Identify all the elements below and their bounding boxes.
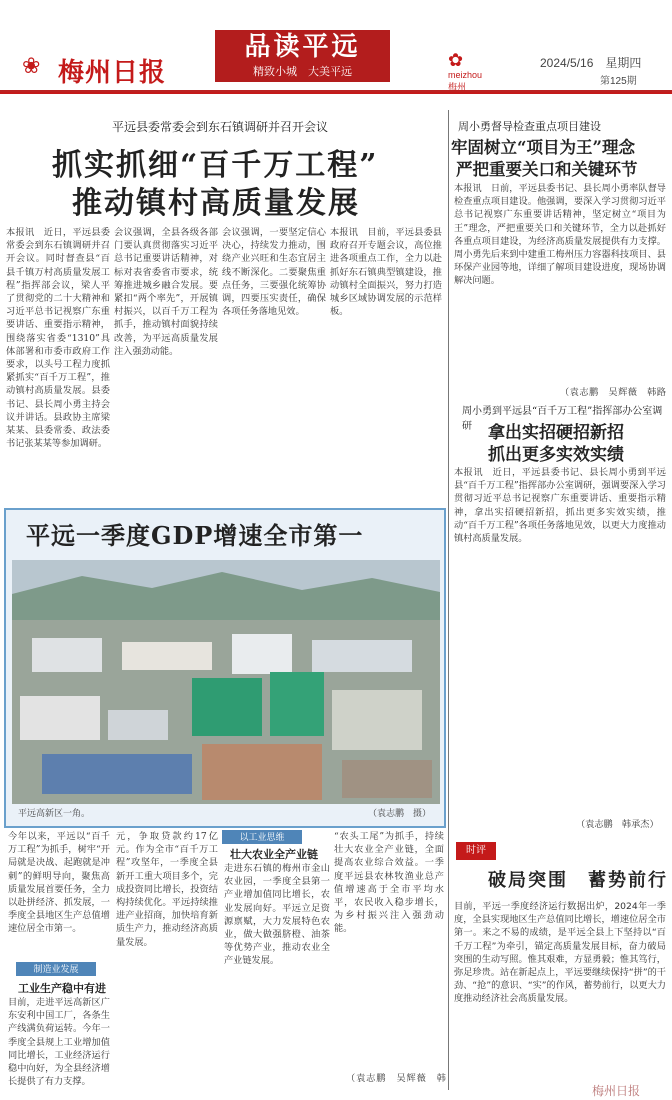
issue-date: 2024/5/16 星期四 — [540, 56, 642, 70]
subsection-bar-1: 制造业发展 — [16, 962, 96, 976]
right-article2-headline-line2: 抓出更多实效实绩 — [488, 445, 624, 465]
lead-column-3: 会议强调，一要坚定信心决心，持续发力推动，围绕产业兴旺和生态宜居主线不断深化。二要聚焦重点任务，三要强化统筹协调，四要压实责任，确保各项任务落地见效。 — [222, 227, 326, 318]
right-article2-body: 本报讯 近日，平远县委书记、县长周小勇到平远县“百千万工程”指挥部办公室调研，强调要深入学习贯彻习近平总书记视察广东重要讲话、重要指示精神，拿出实招硬招新招，抓出更多实效实绩，推动“百千万工程”各项任务落地见效，以更大力度推动镇村高质量发展。 — [454, 467, 666, 545]
photo-credit: （袁志鹏 摄） — [368, 809, 432, 819]
right-article1-kicker: 周小勇督导检查重点项目建设 — [458, 120, 601, 133]
watermark: 梅州日报 — [592, 1084, 641, 1098]
right-article1-credit: （袁志鹏 吴辉薇 韩路 — [560, 387, 666, 398]
right-article1-headline-line2: 严把重要关口和关键环节 — [456, 160, 638, 179]
badge-line-en: meizhou — [448, 70, 483, 80]
lead-column-4: 本报讯 目前，平远县委县政府召开专题会议，高位推进各项重点工作，全力以赴抓好东石镇典型镇建设，推动镇村全面振兴，努力打造城乡区域协调发展的示范样板。 — [330, 227, 442, 318]
lead-headline-line2: 推动镇村高质量发展 — [72, 186, 360, 221]
gdp-column-3: 走进东石镇的梅州市金山农业园，一季度全县第一产业增加值同比增长，农业发展向好。平远立足资源禀赋，大力发展特色农业，做大做强脐橙、油茶等优势产业，推动农业全产业链发展。 — [224, 863, 330, 967]
newspaper-name: 梅州日报 — [58, 58, 167, 88]
section-banner — [215, 30, 390, 82]
gdp-column-4: “农头工尾”为抓手，持续壮大农业全产业链，全面提高农业综合效益。一季度平远县农林牧渔业总产值增速高于全市平均水平，农民收入稳步增长，为乡村振兴注入强劲动能。 — [334, 831, 444, 935]
lead-kicker: 平远县委常委会到东石镇调研并召开会议 — [112, 120, 329, 134]
header-divider — [0, 92, 672, 94]
subsection-heading-1: 工业生产稳中有进 — [18, 982, 106, 995]
industrial-park-photo — [12, 560, 440, 804]
right-article2-headline-line1: 拿出实招硬招新招 — [488, 423, 624, 443]
column-divider — [448, 110, 449, 1090]
meizhou-badge — [448, 52, 498, 92]
badge-line-cn: 梅州 — [448, 82, 467, 92]
banner-subtitle: 精致小城 大美平远 — [253, 66, 352, 78]
gdp-column-1b: 目前，走进平远高新区广东安利中国工厂，各条生产线满负荷运转。今年一季度全县规上工业增加值同比增长，工业经济运行稳中向好，为全县经济增长提供了有力支撑。 — [8, 997, 110, 1088]
right-article2-credit: （袁志鹏 韩承杰） — [576, 819, 659, 830]
gdp-column-2: 元，争取贷款约17亿元。作为全市“百千万工程”攻坚年，一季度全县新开工重大项目多个，完成投资同比增长，投资结构持续优化。平远持续推进产业招商，加快培育新质生产力，推动经济高质量发展。 — [116, 831, 218, 948]
right-article1-body: 本报讯 日前，平远县委书记、县长周小勇率队督导检查重点项目建设。他强调，要深入学习贯彻习近平总书记视察广东重要讲话精神，坚定树立“项目为王”理念，严把重要关口和关键环节，全力以赴抓好各重点项目建设，为经济高质量发展提供有力支撑。周小勇先后来到中建重工梅州压力容器科技项目、县环保产业园等地，详细了解项目建设进度，现场协调解决问题。 — [454, 183, 666, 287]
gdp-headline: 平远一季度GDP增速全市第一 — [26, 521, 364, 550]
gdp-column-1: 今年以来，平远以“百千万工程”为抓手，树牢“开局就是决战、起跑就是冲刺”的鲜明导向，聚焦高质量发展首要任务，全力以赴拼经济、抓发展，一季度全县地区生产总值增速位居全市第一。 — [8, 831, 110, 935]
commentary-headline: 破局突围 蓄势前行 — [488, 870, 668, 891]
banner-title: 品读平远 — [244, 32, 361, 62]
subsection-heading-2: 壮大农业全产业链 — [230, 848, 318, 861]
commentary-tag: 时评 — [456, 842, 496, 860]
lead-headline-line1: 抓实抓细“百千万工程” — [52, 148, 379, 183]
right-article1-headline-line1: 牢固树立“项目为王”理念 — [451, 138, 635, 157]
newspaper-logo-icon: ❀ — [22, 54, 41, 79]
lead-column-2: 会议强调，全县各级各部门要认真贯彻落实习近平总书记重要讲话精神，对标对表省委省市要求，统筹推进城乡融合发展。要紧扣“两个率先”，开展镇村振兴，以百千万工程为抓手，推动镇村面貌持续改善，为平远高质量发展注入强劲动能。 — [114, 227, 218, 357]
commentary-body: 目前，平远一季度经济运行数据出炉，2024年一季度，全县实现地区生产总值同比增长，增速位居全市第一。来之不易的成绩，是平远全县上下坚持以“百千万工程”为牵引，锚定高质量发展目标，奋力破局突围的生动写照。惟其艰难，方显勇毅；惟其笃行，弥足珍贵。站在新起点上，平远要继续保持“拼”的干劲、“抢”的意识、“实”的作风，蓄势前行，以更大力度推动经济社会高质量发展。 — [454, 901, 666, 1005]
flower-icon: ✿ — [448, 50, 464, 71]
subsection-bar-2: 以工业思维 — [222, 830, 302, 844]
lead-column-1: 本报讯 近日，平远县委常委会到东石镇调研并召开会议。同时督查县“百县千镇万村高质量发展工程”指挥部会议，梁人平了贯彻党的二十大精神和习近平总书记视察广东重要讲话、重要指示精神，围绕落实省委“1310”具体部署和市委市政府工作要求，以头号工程力度抓紧抓实“百千万工程”，推动镇村高质量发展。县委书记、县长周小勇主持会议并讲话。县政协主席梁某某、县委常委、政法委书记张某某等参加调研。 — [6, 227, 110, 450]
right-article2-kicker: 周小勇到平远县“百千万工程”指挥部办公室调研 — [462, 406, 663, 432]
gdp-credit: （袁志鹏 吴辉薇 韩 — [346, 1073, 446, 1084]
issue-number: 第125期 — [600, 76, 637, 87]
masthead — [0, 0, 672, 92]
photo-caption: 平远高新区一角。 — [18, 809, 91, 819]
